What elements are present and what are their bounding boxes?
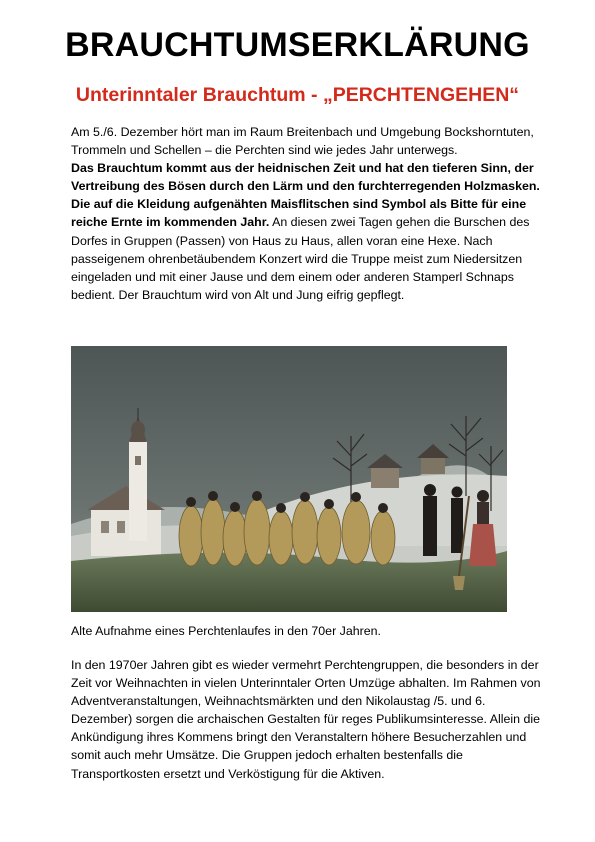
intro-text-1: Am 5./6. Dezember hört man im Raum Breitenbach und Umgebung Bockshorntuten, Trommeln und Schellen – die Perchten sind wie jedes Jahr unterwegs. xyxy=(71,125,534,158)
body-paragraph: In den 1970er Jahren gibt es wieder vermehrt Perchtengruppen, die besonders in der Zeit vor Weihnachten in vielen Unterinntaler Orten Umzüge abhalten. Im Rahmen von Adventveranstaltungen, Weihnachtsmärkten und den Nikolaustag /5. und 6. Dezember) sorgen die archaischen Gestalten für reges Publikumsinteresse. Allein die Ankündigung ihres Kommens bringt den Veranstaltern höhere Besucherzahlen und somit auch mehr Umsätze. Die Gruppen jedoch erhalten bestenfalls die Transportkosten ersetzt und Verköstigung für die Aktiven. xyxy=(71,658,541,781)
page-title: BRAUCHTUMSERKLÄRUNG xyxy=(65,26,530,64)
page-subtitle: Unterinntaler Brauchtum - „PERCHTENGEHEN“ xyxy=(75,84,520,106)
intro-text-2: An diesen zwei Tagen gehen die Burschen des Dorfes in Gruppen (Passen) von Haus zu Haus, allen voran eine Hexe. Nach passeigenem ohrenbetäubendem Konzert wird die Truppe meist zum Niedersitzen eingeladen und mit einer Jause und dem einem oder anderen Stamperl Schnaps bedient. Der Brauchtum wird von Alt und Jung eifrig gepflegt. xyxy=(71,215,530,302)
intro-bold-text: Das Brauchtum kommt aus der heidnischen Zeit und hat den tieferen Sinn, der Vertreibung des Bösen durch den Lärm und den furchterregenden Holzmasken. Die auf die Kleidung aufgenähten Maisflitschen sind Symbol als Bitte für eine reiche Ernte im kommenden Jahr. xyxy=(71,161,540,230)
perchten-photo xyxy=(71,346,507,612)
photo-caption: Alte Aufnahme eines Perchtenlaufes in den 70er Jahren. xyxy=(71,624,381,638)
intro-paragraph xyxy=(71,123,541,304)
